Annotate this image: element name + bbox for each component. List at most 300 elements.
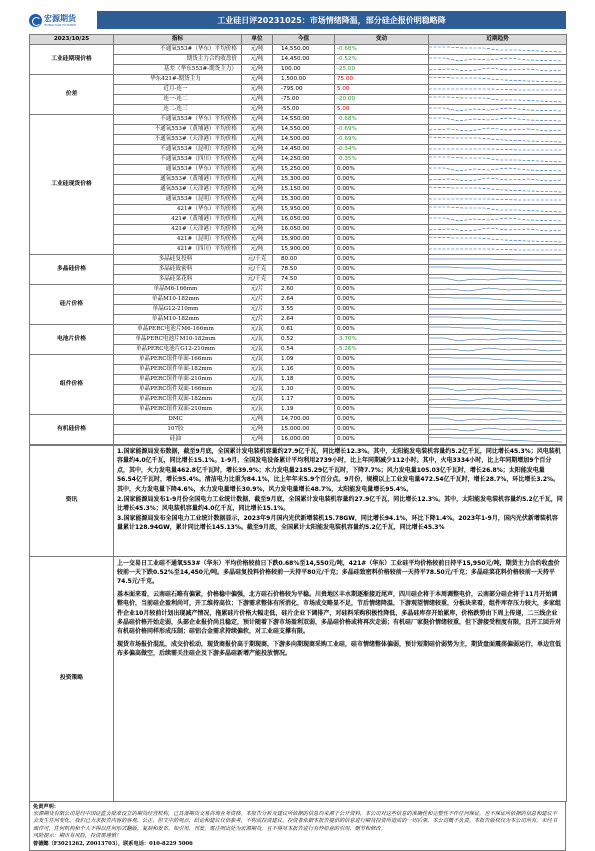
unit-cell: 元/吨 [242,124,273,134]
indicator-name: 421#（四川）平均价格 [114,244,242,254]
value-cell: 100.00 [273,64,335,74]
change-cell: 0.00% [335,174,429,184]
indicator-name: 421#（天津港）平均价格 [114,224,242,234]
indicator-name: 单晶M10-182mm [114,294,242,304]
indicator-name: 不通氧553#（四川）平均价格 [114,154,242,164]
unit-cell: 元/片 [242,304,273,314]
unit-cell: 元/吨 [242,64,273,74]
news-label: 资讯 [30,445,114,556]
unit-cell: 元/吨 [242,424,273,434]
sparkline-chart [429,285,566,294]
value-header: 今值 [273,35,335,45]
sparkline-line [429,237,562,242]
trend-sparkline [429,124,567,134]
value-cell: 14,550.00 [273,124,335,134]
trend-sparkline [429,374,567,384]
sparkline-line [429,168,562,171]
strategy-row [30,556,567,801]
sparkline-line [429,317,562,322]
unit-header: 单位 [242,35,273,45]
sparkline-chart [429,425,566,434]
trend-sparkline [429,324,567,334]
value-cell: 2.60 [273,284,335,294]
value-cell: 15,900.00 [273,244,335,254]
indicator-name: 不通氧553#（昆明）平均价格 [114,144,242,154]
value-cell: 15,300.00 [273,174,335,184]
value-cell: -75.00 [273,94,335,104]
sparkline-chart [429,165,566,174]
sparkline-chart [429,325,566,334]
section-category: 组件价格 [30,354,114,414]
indicator-name: 421#（黄埔港）平均价格 [114,214,242,224]
indicator-name: 单晶PERC组件单面-182mm [114,364,242,374]
value-cell: 3.55 [273,304,335,314]
change-header: 变动 [335,35,429,45]
sparkline-chart [429,105,566,114]
change-cell: 0.00% [335,224,429,234]
change-cell: 0.00% [335,364,429,374]
change-cell: 0.00% [335,244,429,254]
unit-cell: 元/瓦 [242,354,273,364]
company-logo [29,14,89,27]
table-row [30,414,567,424]
value-cell: 16,050.00 [273,224,335,234]
table-header-row [30,35,567,45]
value-cell: 14,450.00 [273,54,335,64]
sparkline-chart [429,355,566,364]
trend-sparkline [429,304,567,314]
value-cell: 14,450.00 [273,144,335,154]
disclaimer-box [29,802,566,851]
change-cell: 0.00% [335,204,429,214]
value-cell: 2.64 [273,314,335,324]
sparkline-chart [429,265,566,274]
change-cell: 5.00 [335,84,429,94]
unit-cell: 元/吨 [242,244,273,254]
sparkline-chart [429,315,566,324]
change-cell: 0.00% [335,314,429,324]
trend-sparkline [429,194,567,204]
unit-cell: 元/吨 [242,234,273,244]
unit-cell: 元/瓦 [242,384,273,394]
indicator-header: 指标 [114,35,242,45]
unit-cell: 元/吨 [242,174,273,184]
trend-sparkline [429,64,567,74]
table-row [30,284,567,294]
unit-cell: 元/瓦 [242,404,273,414]
unit-cell: 元/吨 [242,224,273,234]
sparkline-line [429,297,562,302]
indicator-name: 通氧553#（昆明）平均价格 [114,194,242,204]
indicator-name: 不通氧553#（华东）平均价格 [114,44,242,54]
change-cell: 75.00 [335,74,429,84]
change-cell: -3.70% [335,334,429,344]
trend-sparkline [429,244,567,254]
strategy-paragraph: 基本面来看，云南硅石略有偏紧，价格稳中偏强，北方硅石价格较为平稳。川贵地区丰水期逐渐接近尾声，四川硅企将于本周调整电价，云南部分硅企将于11月开始调整电价，当前硅企盈利尚可，开工维持高位；下游需求整体有所消化，市场成交略显不足，节后情绪降温，下游观望情绪较重，分板块来看，组件库存压力较大，多家组件企业10月较前计划出现减产情况，拖累硅片价格大幅走低，硅片企业下调排产，对硅料采购积极性降低，多晶硅库存开始累库，价格跌势由下周上传递，二三线企业多晶硅价格开始走弱，头部企业报价尚且稳定，预计随着下游市场盈利双弱，多晶硅价格或将再次走弱；有机硅厂家挺价情绪较重，但下游接受程度有限，且开工回升对有机硅价格同样形成压制；硅铝合金需求持续偏软，对工业硅支撑有限。 [117,591,562,636]
unit-cell: 元/吨 [242,154,273,164]
sparkline-line [429,369,562,370]
change-cell: 0.00% [335,164,429,174]
trend-sparkline [429,204,567,214]
price-table-body [30,44,567,444]
change-cell: 0.00% [335,274,429,284]
sparkline-line [429,178,562,181]
indicator-name: 近月-连一 [114,84,242,94]
indicator-name: 单晶M6-166mm [114,284,242,294]
sparkline-line [429,149,562,150]
trend-sparkline [429,314,567,324]
indicator-name: 连二-连三 [114,104,242,114]
news-item: 3.国家能源局发布全国电力工业统计数据显示，2023年9月国内光伏新增装机15.78GW，同比增长94.1%，环比下降1.4%。2023年1-9月，国内光伏新增装机容量累计128.94GW，累计同比增长145.13%。截至9月底，全国累计太阳能发电装机容量约5.2亿千瓦，同比增长45.3% [117,514,558,532]
sparkline-chart [429,205,566,214]
news-item: 2.国家能源局发布1-9月份全国电力工业统计数据，截至9月底，全国累计发电装机容量约27.9亿千瓦，同比增长12.3%。其中，太阳能发电装机容量约5.2亿千瓦，同比增长45.3%；风电装机容量约4.0亿千瓦，同比增长15.1%。 [117,495,563,513]
news-content [114,445,567,556]
trend-sparkline [429,74,567,84]
unit-cell: 元/吨 [242,434,273,444]
report-date: 2023/10/25 [30,35,114,45]
change-cell: 0.00% [335,394,429,404]
change-cell: -5.26% [335,344,429,354]
change-cell: 0.00% [335,234,429,244]
indicator-name: 多晶硅菜花料 [114,274,242,284]
table-row [30,44,567,54]
unit-cell: 元/吨 [242,104,273,114]
trend-sparkline [429,54,567,64]
sparkline-chart [429,85,566,94]
trend-sparkline [429,174,567,184]
table-row [30,114,567,124]
value-cell: 16,000.00 [273,434,335,444]
sparkline-line [429,388,562,391]
indicator-name: 通氧553#（华东）平均价格 [114,164,242,174]
unit-cell: 元/吨 [242,94,273,104]
sparkline-chart [429,185,566,194]
trend-header: 近期趋势 [429,35,567,45]
disclaimer-body: 宏源期货有限公司是经中国证监会批准设立的期货经营机构，已具备期货交易咨询业务资格。本报告分析及建议所依据的信息均来源于公开资料，本公司对这些信息的准确性和完整性不作任何保证，也不保证所依据的信息和建议不会发生任何变化。我们已力求报告内容的客观、公正，但文中的观点、结论和建议仅供参考，不构成投资建议。投资者依据本报告提供的信息进行期货投资所造成的一切后果，本公司概不负责。本报告版权仅为本公司所有，未经书面许可，任何机构和个人不得以任何形式翻版、复制和发布。如引用、刊发，需注明出处为宏源期货，且不得对本报告进行有悖原意的引用、删节和修改。 [33,811,557,832]
indicator-name: 不通氧553#（黄埔港）平均价格 [114,124,242,134]
indicator-name: 多晶硅复投料 [114,254,242,264]
report-title: 工业硅日评20231025：市场情绪降温，部分硅企报价明稳略降 [97,11,566,29]
unit-cell: 元/吨 [242,204,273,214]
trend-sparkline [429,434,567,444]
indicator-name: 421#（昆明）平均价格 [114,234,242,244]
sparkline-line [429,89,562,90]
trend-sparkline [429,144,567,154]
indicator-name: 不通氧553#（华东）平均价格 [114,114,242,124]
value-cell: 78.50 [273,264,335,274]
indicator-name: 硅油 [114,434,242,444]
indicator-name: 单晶PERC电池片M6-166mm [114,324,242,334]
value-cell: 74.50 [273,274,335,284]
indicator-name: 单晶PERC组件单面-166mm [114,354,242,364]
trend-sparkline [429,384,567,394]
section-category: 多晶硅价格 [30,254,114,284]
unit-cell: 元/吨 [242,214,273,224]
section-category: 价差 [30,74,114,114]
strategy-content [114,556,567,801]
disclaimer-title: 免责声明： [33,803,59,810]
change-cell: -0.35% [335,154,429,164]
table-row [30,74,567,84]
sparkline-chart [429,245,566,254]
value-cell: 15,250.00 [273,164,335,174]
change-cell: 0.00% [335,214,429,224]
sparkline-chart [429,125,566,134]
trend-sparkline [429,364,567,374]
commentary-table [29,445,567,802]
unit-cell: 元/吨 [242,54,273,64]
sparkline-line [429,259,562,260]
sparkline-line [429,267,562,272]
value-cell: 14,250.00 [273,154,335,164]
unit-cell: 元/吨 [242,74,273,84]
unit-cell: 元/片 [242,314,273,324]
unit-cell: 元/吨 [242,164,273,174]
change-cell: 0.00% [335,254,429,264]
value-cell: 14,700.00 [273,414,335,424]
sparkline-chart [429,295,566,304]
unit-cell: 元/瓦 [242,324,273,334]
change-cell: -0.69% [335,124,429,134]
trend-sparkline [429,164,567,174]
price-table [29,34,567,445]
change-cell: 0.00% [335,354,429,364]
change-cell: 0.00% [335,424,429,434]
table-row [30,324,567,334]
strategy-paragraph: 上一交易日工业硅不通氧553#（华东）平均价格较前日下跌0.68%至14,550元/吨，421#（华东）工业硅平均价格较前日持平15,950元/吨，期货主力合约收盘价较前一天下跌0.52%至14,450元/吨。多晶硅复投料价格较前一天持平80元/千克；多晶硅致密料价格较前一天持平78.50元/千克；多晶硅菜花料价格较前一天持平74.5元/千克。 [117,559,560,585]
value-cell: 1.09 [273,354,335,364]
indicator-name: DMC [114,414,242,424]
section-category: 工业硅现货价格 [30,114,114,254]
sparkline-line [429,97,562,102]
indicator-name: 单晶PERC组件双面-166mm [114,384,242,394]
news-item: 1.国家能源局发布数据，截至9月底，全国累计发电装机容量约27.9亿千瓦，同比增长12.3%。其中，太阳能发电装机容量约5.2亿千瓦，同比增长45.3%；风电装机容量约4.0亿千瓦，同比增长15.1%。1-9月，全国发电设备累计平均利用2739小时，比上年同期减少112小时。其中，火电3334小时，比上年同期增加9个百分点，其中，火力发电量462.8亿千瓦时，增长39.9%；水力发电量2185.29亿千瓦时，下降7.7%；风力发电量105.03亿千瓦时，增长26.8%；太阳能发电量56.54亿千瓦时，增长95.4%。清洁电力比重为84.1%，比上年年末5.9个百分点。9月份，规模以上工业发电量472.54亿千瓦时，增长28.7%，环比增长3.2%。其中，火力发电量下降4.6%，水力发电量增长30.9%，风力发电量增长48.7%，太阳能发电量增长95.4%。 [117,447,561,493]
trend-sparkline [429,414,567,424]
unit-cell: 元/吨 [242,144,273,154]
value-cell: 0.54 [273,344,335,354]
trend-sparkline [429,84,567,94]
unit-cell: 元/千克 [242,254,273,264]
sparkline-line [429,278,562,281]
unit-cell: 元/吨 [242,44,273,54]
unit-cell: 元/吨 [242,114,273,124]
change-cell: 0.00% [335,304,429,314]
news-row [30,445,567,556]
sparkline-chart [429,225,566,234]
logo-name: 宏源期货 [44,13,76,23]
indicator-name: 单晶PERC电池片M10-182mm [114,334,242,344]
sparkline-chart [429,135,566,144]
sparkline-chart [429,385,566,394]
sparkline-line [429,137,562,142]
sparkline-line [429,58,562,61]
sparkline-line [429,437,562,442]
analyst-contact: 曾德懿（F3021262, Z0013703），联系电话：010-8229 5006 [33,840,193,847]
sparkline-line [429,398,562,401]
change-cell: -0.69% [335,134,429,144]
sparkline-line [429,338,562,341]
indicator-name: 单晶PERC电池片G12-210mm [114,344,242,354]
sparkline-chart [429,275,566,284]
trend-sparkline [429,154,567,164]
sparkline-line [429,157,562,162]
sparkline-chart [429,335,566,344]
sparkline-line [429,128,562,131]
indicator-name: 华东421#-期货主力 [114,74,242,84]
change-cell: -0.52% [335,54,429,64]
section-category: 工业硅期现价格 [30,44,114,74]
change-cell: 5.00 [335,104,429,114]
sparkline-line [429,187,562,192]
report-header [29,6,566,34]
value-cell: 2.64 [273,294,335,304]
unit-cell: 元/吨 [242,134,273,144]
change-cell: 0.00% [335,184,429,194]
value-cell: 16,050.00 [273,214,335,224]
table-row [30,354,567,364]
change-cell: 0.00% [335,284,429,294]
trend-sparkline [429,334,567,344]
change-cell: 0.00% [335,414,429,424]
sparkline-chart [429,155,566,164]
unit-cell: 元/千克 [242,274,273,284]
unit-cell: 元/吨 [242,194,273,204]
sparkline-line [429,68,562,71]
unit-cell: 元/吨 [242,84,273,94]
change-cell: -0.68% [335,114,429,124]
sparkline-line [429,407,562,412]
trend-sparkline [429,224,567,234]
change-cell: 0.00% [335,384,429,394]
sparkline-line [429,228,562,231]
value-cell: 0.52 [273,334,335,344]
trend-sparkline [429,94,567,104]
change-cell: 0.00% [335,404,429,414]
indicator-name: 通氧553#（天津港）平均价格 [114,184,242,194]
unit-cell: 元/吨 [242,414,273,424]
sparkline-chart [429,215,566,224]
value-cell: 1,500.00 [273,74,335,84]
unit-cell: 元/瓦 [242,334,273,344]
value-cell: 14,550.00 [273,44,335,54]
sparkline-line [429,47,562,52]
value-cell: 15,000.00 [273,424,335,434]
value-cell: 1.18 [273,374,335,384]
value-cell: 1.10 [273,384,335,394]
section-category: 硅片价格 [30,284,114,324]
change-cell: 0.00% [335,264,429,274]
section-category: 有机硅价格 [30,414,114,444]
indicator-name: 单晶G12-210mm [114,304,242,314]
sparkline-line [429,288,562,291]
sparkline-chart [429,145,566,154]
value-cell: 15,900.00 [273,234,335,244]
value-cell: 15,300.00 [273,194,335,204]
trend-sparkline [429,394,567,404]
sparkline-chart [429,235,566,244]
trend-sparkline [429,44,567,54]
strategy-paragraph: 现货市场报价混乱，成交价松动，现货商报价高于期现商，下游多向期现商采购工业硅，硅市情绪整体偏弱，预计短期硅价弱势为主，期货盘面震荡偏弱运行，单边宜低布多偏高做空，后续需关注硅企及下游多晶硅新增产能投放情况。 [117,641,562,658]
sparkline-line [429,218,562,221]
sparkline-chart [429,435,566,444]
sparkline-chart [429,55,566,64]
sparkline-line [429,418,562,421]
unit-cell: 元/片 [242,294,273,304]
indicator-name: 单晶PERC组件双面-182mm [114,394,242,404]
unit-cell: 元/瓦 [242,374,273,384]
trend-sparkline [429,184,567,194]
change-cell: 0.00% [335,324,429,334]
sparkline-chart [429,255,566,264]
sparkline-chart [429,65,566,74]
unit-cell: 元/瓦 [242,394,273,404]
section-category: 电池片价格 [30,324,114,354]
value-cell: -55.00 [273,104,335,114]
trend-sparkline [429,284,567,294]
logo-english-name: HONGYUAN FUTURES [44,22,77,27]
sparkline-chart [429,365,566,374]
sparkline-chart [429,175,566,184]
sparkline-line [429,118,562,121]
sparkline-line [429,309,562,310]
change-cell: 0.00% [335,194,429,204]
indicator-name: 单晶PERC组件双面-210mm [114,404,242,414]
value-cell: 15,950.00 [273,204,335,214]
sparkline-chart [429,195,566,204]
sparkline-chart [429,395,566,404]
indicator-name: 期货主力合约收盘价 [114,54,242,64]
sparkline-chart [429,75,566,84]
indicator-name: 基差（华东553#-期货主力） [114,64,242,74]
value-cell: 1.17 [273,394,335,404]
trend-sparkline [429,404,567,414]
table-row [30,254,567,264]
sparkline-chart [429,415,566,424]
change-cell: 0.00% [335,374,429,384]
indicator-name: 107胶 [114,424,242,434]
risk-warning: 风险提示：期市有风险，投资需谨慎！ [33,833,122,840]
value-cell: 14,550.00 [273,114,335,124]
sparkline-line [429,428,562,431]
sparkline-line [429,327,562,332]
trend-sparkline [429,354,567,364]
sparkline-line [429,199,562,200]
sparkline-chart [429,95,566,104]
sparkline-line [429,108,562,111]
value-cell: 1.16 [273,364,335,374]
trend-sparkline [429,264,567,274]
value-cell: 0.61 [273,324,335,334]
change-cell: -25.00 [335,64,429,74]
indicator-name: 通氧553#（黄埔港）平均价格 [114,174,242,184]
change-cell: -0.34% [335,144,429,154]
trend-sparkline [429,234,567,244]
sparkline-line [429,207,562,212]
change-cell: 0.00% [335,434,429,444]
unit-cell: 元/片 [242,284,273,294]
trend-sparkline [429,294,567,304]
trend-sparkline [429,104,567,114]
indicator-name: 不通氧553#（天津港）平均价格 [114,134,242,144]
trend-sparkline [429,274,567,284]
trend-sparkline [429,254,567,264]
sparkline-chart [429,375,566,384]
unit-cell: 元/千克 [242,264,273,274]
trend-sparkline [429,114,567,124]
sparkline-line [429,357,562,362]
indicator-name: 单晶M10-182mm [114,314,242,324]
sparkline-chart [429,405,566,414]
